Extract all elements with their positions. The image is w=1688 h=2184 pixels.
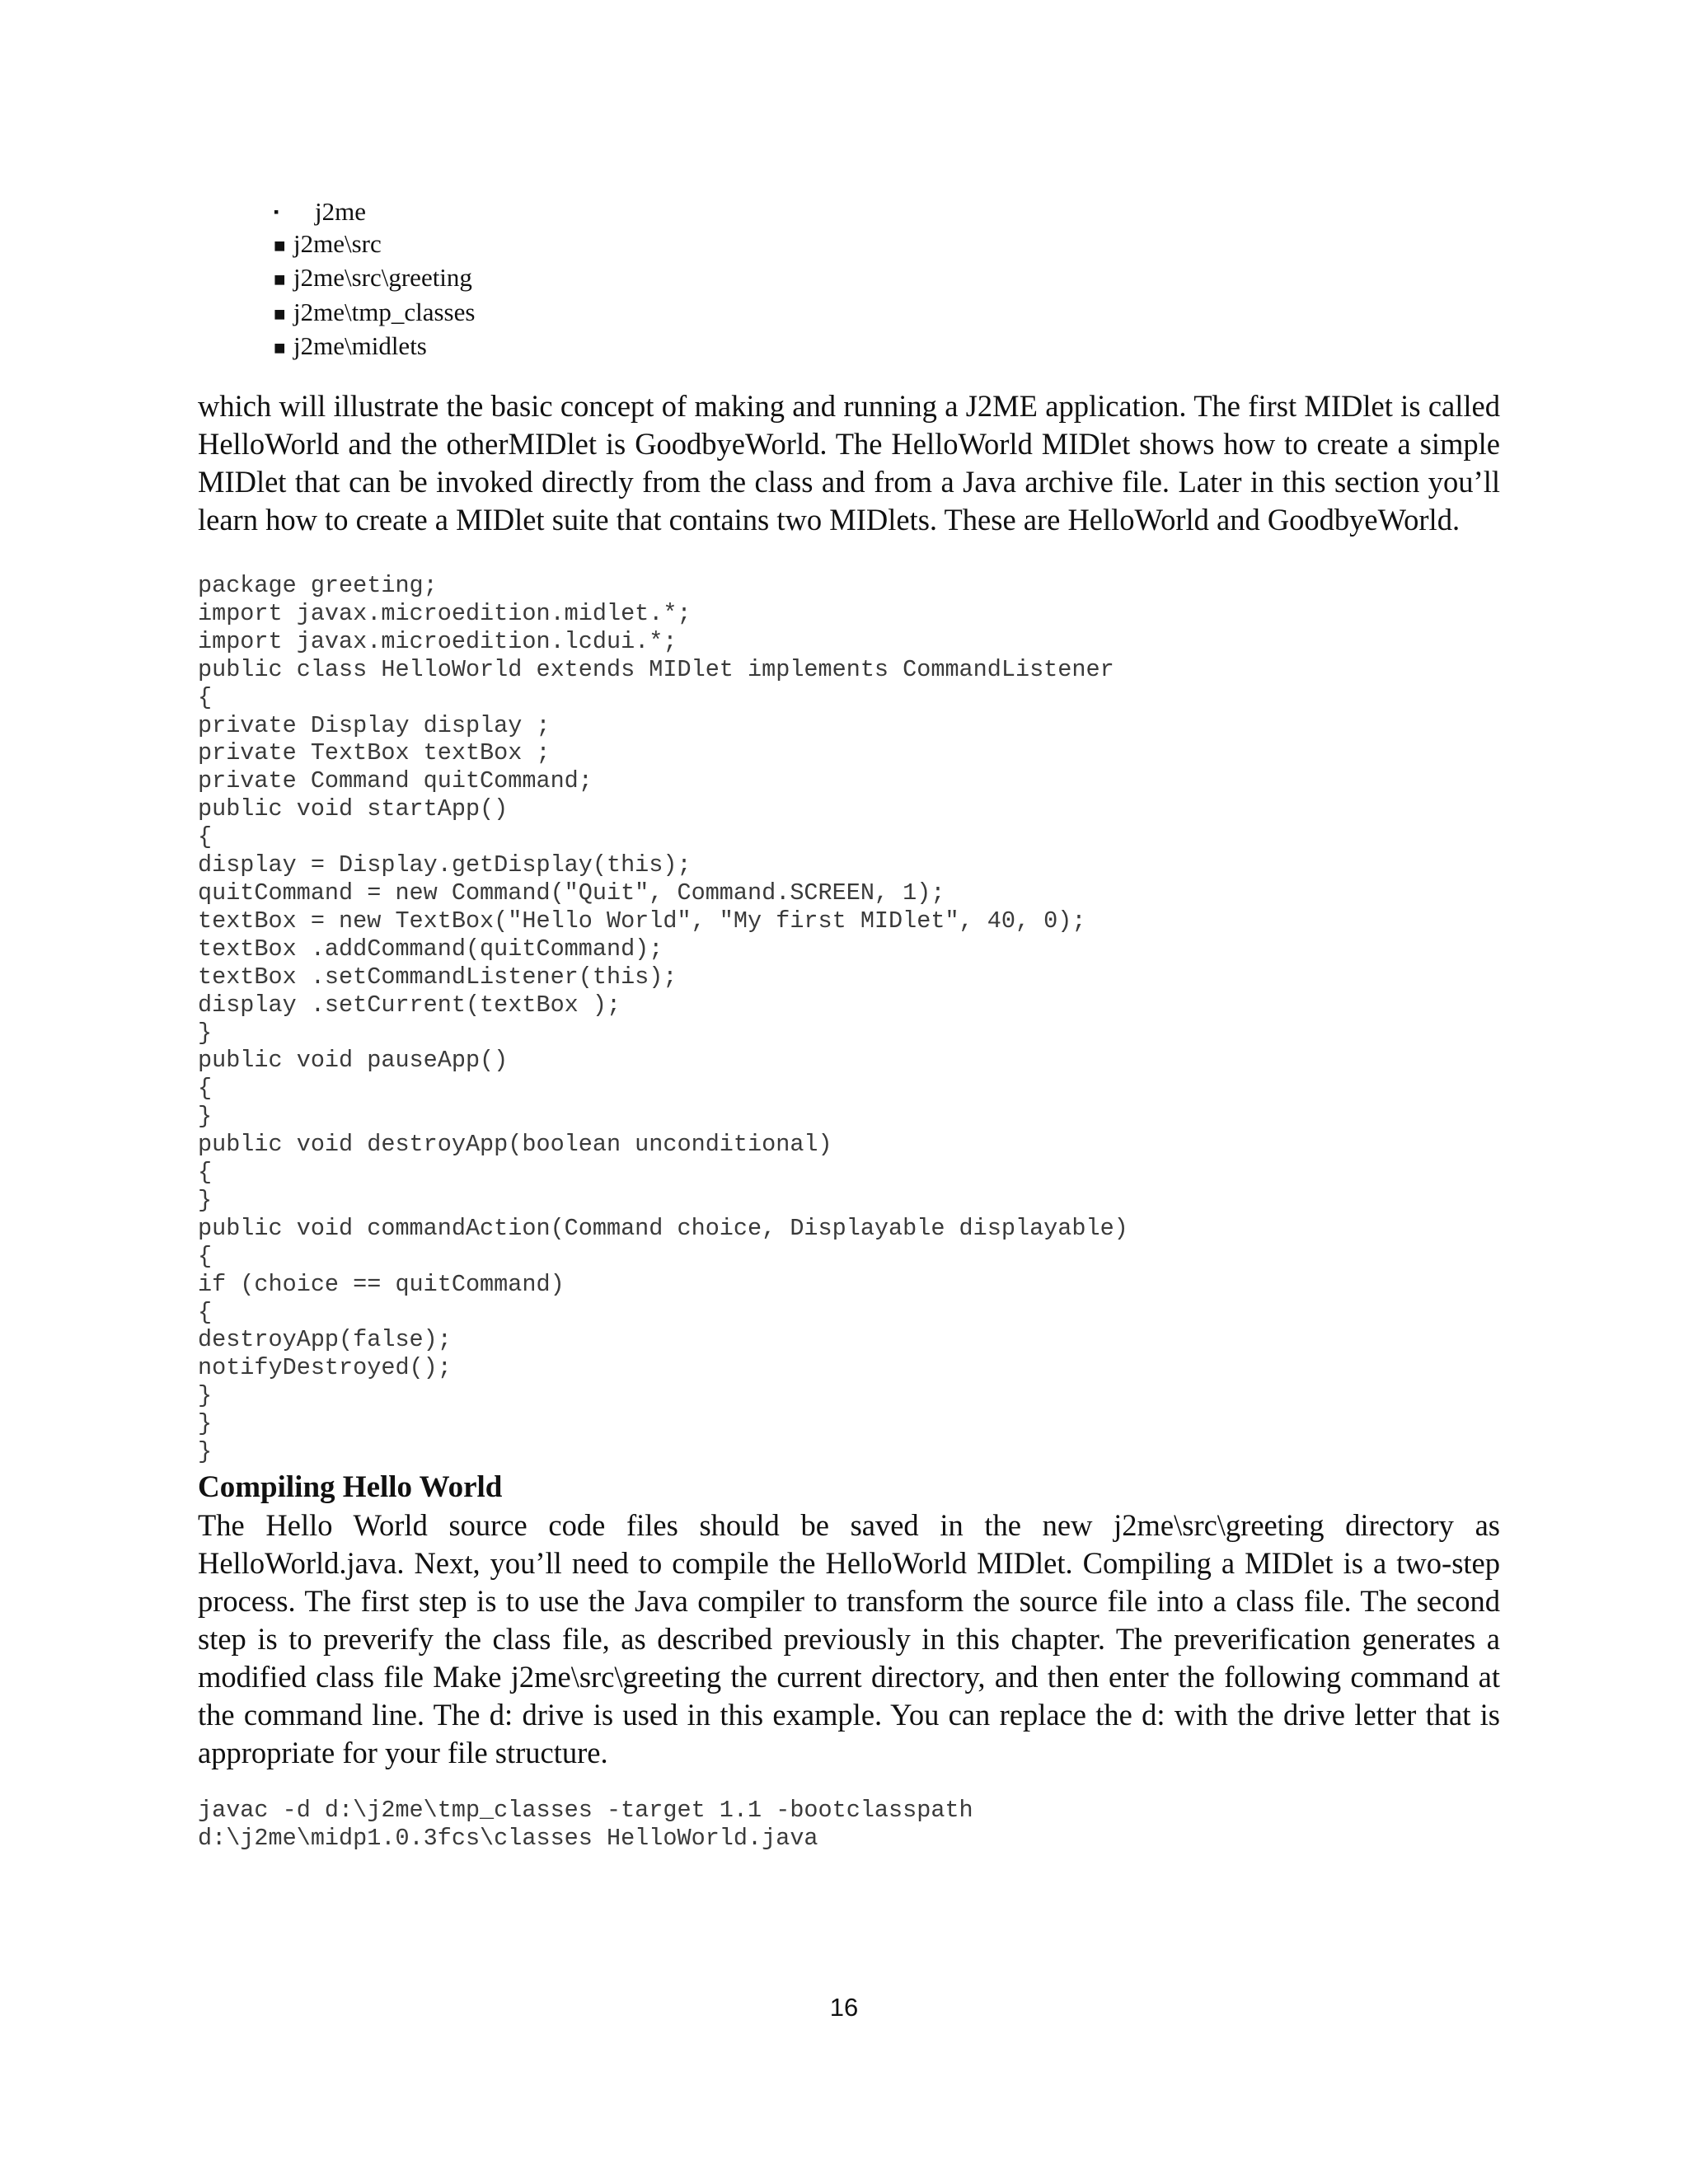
directory-path: j2me\tmp_classes — [293, 297, 476, 326]
directory-path: j2me\src\greeting — [293, 263, 472, 292]
compile-paragraph: The Hello World source code files should be saved in the new j2me\src\greeting directory as HelloWorld.java. Next, you’ll need to compile the HelloWorld MIDlet. Compiling a MIDlet is a two-step process. The first step is to use the Java compiler to transform the source file into a class file. The second step is to preverify the class file, as described previously in this chapter. The preverification generates a modified class file Make j2me\src\greeting the current directory, and then enter the following command at the command line. The d: drive is used in this example. You can replace the d: with the drive letter that is appropriate for your file structure. — [198, 1508, 1500, 1769]
bullet-icon: ■ — [274, 235, 286, 257]
bullet-icon: ■ — [274, 303, 286, 326]
list-item — [274, 262, 475, 297]
directory-path: j2me\midlets — [293, 331, 427, 360]
directory-list — [274, 196, 475, 365]
bullet-icon: ■ — [274, 269, 286, 291]
list-item — [274, 196, 475, 228]
list-item — [274, 228, 475, 263]
section-heading: Compiling Hello World — [198, 1470, 503, 1504]
bullet-icon: ▪ — [274, 204, 279, 220]
page-number: 16 — [829, 1993, 859, 2022]
bullet-icon: ■ — [274, 338, 286, 359]
code-listing-helloworld: package greeting; import javax.microedition.midlet.*; import javax.microedition.lcdui.*; public class HelloWorld extends MIDlet implements CommandListener { private Display display ; private TextBox textBox ; private Command quitCommand; public void startApp() { display = Display.getDisplay(this); quitCommand = new Command("Quit", Command.SCREEN, 1); textBox = new TextBox("Hello World", "My first MIDlet", 40, 0); textBox .addCommand(quitCommand); textBox .setCommandListener(this); display .setCurrent(textBox ); } public void pauseApp() { } public void destroyApp(boolean unconditional) { } public void commandAction(Command choice, Displayable displayable) { if (choice == quitCommand) { destroyApp(false); notifyDestroyed(); } } } — [198, 572, 1128, 1466]
intro-paragraph: which will illustrate the basic concept of making and running a J2ME application. The first MIDlet is called HelloWorld and the otherMIDlet is GoodbyeWorld. The HelloWorld MIDlet shows how to create a simple MIDlet that can be invoked directly from the class and from a Java archive file. Later in this section you’ll learn how to create a MIDlet suite that contains two MIDlets. These are HelloWorld and GoodbyeWorld. — [198, 389, 1500, 537]
command-listing: javac -d d:\j2me\tmp_classes -target 1.1 -bootclasspath d:\j2me\midp1.0.3fcs\classes HelloWorld.java — [198, 1797, 973, 1852]
list-item — [274, 297, 475, 331]
directory-path: j2me\src — [293, 228, 382, 258]
list-item — [274, 330, 475, 365]
directory-path: j2me — [315, 197, 366, 226]
